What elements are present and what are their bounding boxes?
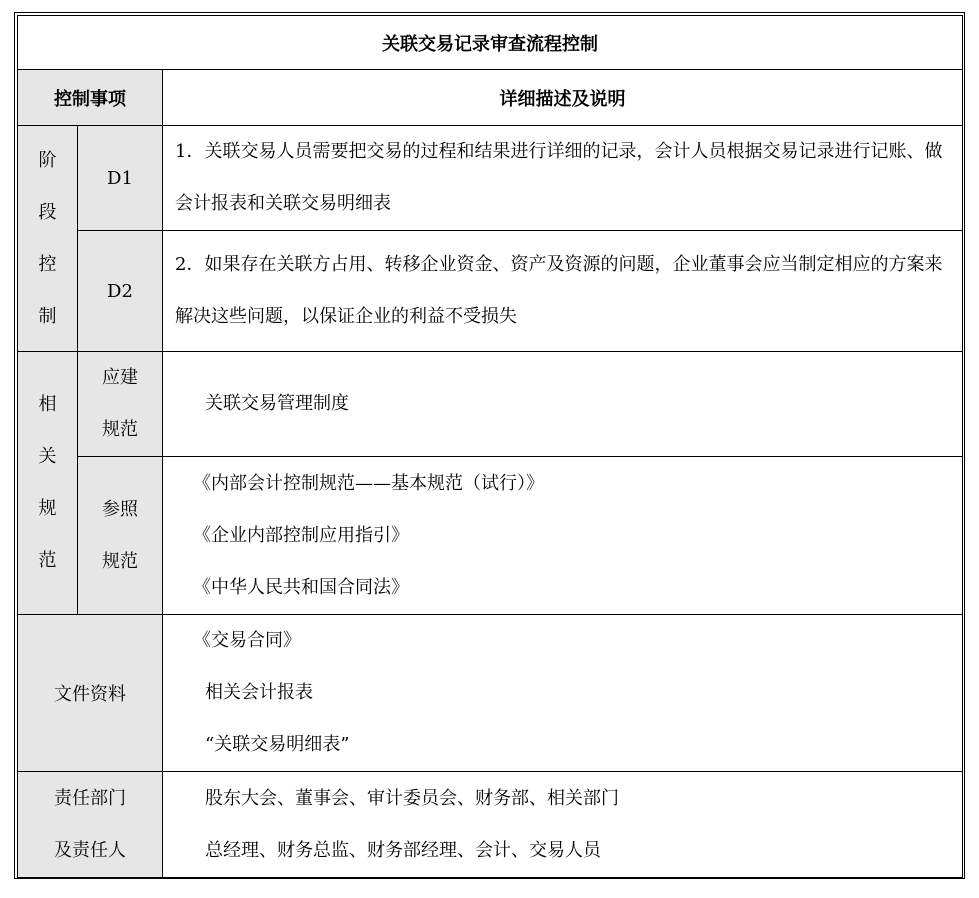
reference-norms-label: 参照 规范 (78, 457, 163, 615)
documents-label: 文件资料 (18, 615, 163, 772)
table-title: 关联交易记录审查流程控制 (18, 16, 963, 70)
should-build-norms-items (163, 352, 963, 457)
header-description: 详细描述及说明 (163, 70, 963, 126)
list-item: 总经理、财务总监、财务部经理、会计、交易人员 (205, 839, 601, 861)
stage-control-label: 阶 段 控 制 (18, 126, 78, 352)
documents-items (163, 615, 963, 772)
related-norms-label: 相 关 规 范 (18, 352, 78, 615)
responsible-dept-label: 责任部门 及责任人 (18, 772, 163, 878)
list-item: 《内部会计控制规范——基本规范（试行）》 (193, 472, 544, 494)
stage-text-d2: 2．如果存在关联方占用、转移企业资金、资产及资源的问题，企业董事会应当制定相应的方案来解决这些问题，以保证企业的利益不受损失 (163, 231, 963, 352)
header-control-item: 控制事项 (18, 70, 163, 126)
list-item: 《中华人民共和国合同法》 (193, 576, 409, 598)
list-item: 《企业内部控制应用指引》 (193, 524, 409, 546)
list-item: 相关会计报表 (205, 682, 313, 703)
reference-norms-items (163, 457, 963, 615)
list-item: 股东大会、董事会、审计委员会、财务部、相关部门 (205, 787, 619, 809)
list-item: 《交易合同》 (193, 630, 301, 651)
should-build-norms-label: 应建 规范 (78, 352, 163, 457)
stage-text-d1: 1．关联交易人员需要把交易的过程和结果进行详细的记录，会计人员根据交易记录进行记账、做会计报表和关联交易明细表 (163, 126, 963, 231)
control-table (17, 15, 963, 878)
stage-code-d1: D1 (78, 126, 163, 231)
responsible-dept-items (163, 772, 963, 878)
list-item: 关联交易管理制度 (205, 393, 349, 414)
stage-code-d2: D2 (78, 231, 163, 352)
list-item: “关联交易明细表” (205, 734, 350, 755)
